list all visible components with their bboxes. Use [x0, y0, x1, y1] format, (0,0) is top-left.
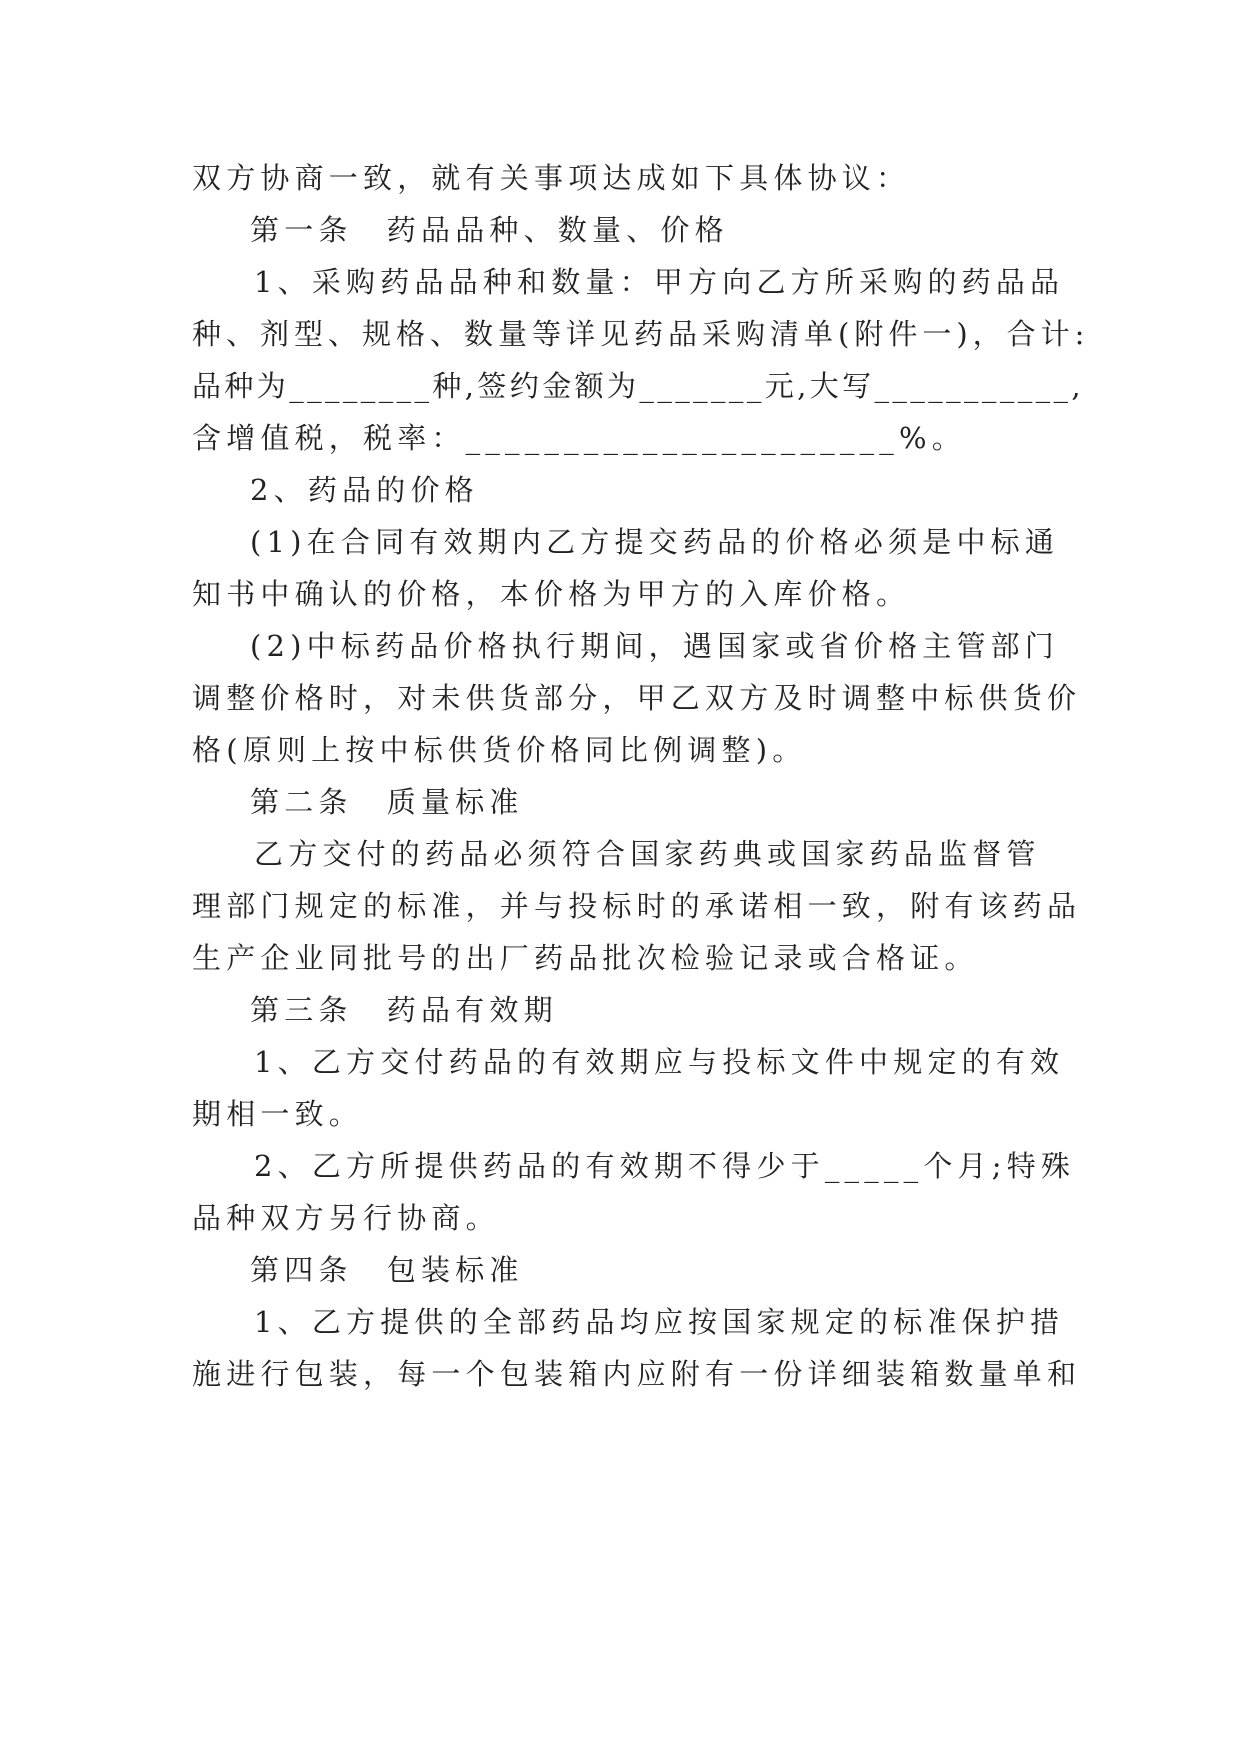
paragraph-line: 双方协商一致，就有关事项达成如下具体协议：: [192, 161, 911, 195]
paragraph-line: 知书中确认的价格，本价格为甲方的入库价格。: [192, 577, 911, 611]
paragraph-line: 施进行包装，每一个包装箱内应附有一份详细装箱数量单和: [192, 1357, 1082, 1391]
article-heading: 第三条 药品有效期: [250, 993, 558, 1027]
paragraph-line: (2)中标药品价格执行期间，遇国家或省价格主管部门: [250, 629, 1060, 663]
paragraph-line: 含增值税，税率：______________________%。: [192, 421, 966, 455]
paragraph-line: 1、乙方交付药品的有效期应与投标文件中规定的有效: [254, 1045, 1065, 1079]
paragraph-line: 调整价格时，对未供货部分，甲乙双方及时调整中标供货价: [192, 681, 1082, 715]
article-heading: 第四条 包装标准: [250, 1253, 524, 1287]
paragraph-line: 品种为________种,签约金额为_______元,大写___________,: [192, 369, 1085, 403]
article-heading: 第一条 药品品种、数量、价格: [250, 213, 729, 247]
paragraph-line: 种、剂型、规格、数量等详见药品采购清单(附件一)，合计:: [192, 317, 1090, 351]
paragraph-line: 1、采购药品品种和数量：甲方向乙方所采购的药品品: [254, 265, 1065, 299]
paragraph-line: 2、药品的价格: [250, 473, 479, 507]
paragraph-line: 理部门规定的标准，并与投标时的承诺相一致，附有该药品: [192, 889, 1082, 923]
paragraph-line: 品种双方另行协商。: [192, 1201, 500, 1235]
paragraph-line: 期相一致。: [192, 1097, 364, 1131]
paragraph-line: 格(原则上按中标供货价格同比例调整)。: [192, 733, 807, 767]
paragraph-line: 乙方交付的药品必须符合国家药典或国家药品监督管: [254, 837, 1041, 871]
paragraph-line: 生产企业同批号的出厂药品批次检验记录或合格证。: [192, 941, 979, 975]
paragraph-line: 2、乙方所提供药品的有效期不得少于_____个月;特殊: [254, 1149, 1076, 1183]
article-heading: 第二条 质量标准: [250, 785, 524, 819]
paragraph-line: 1、乙方提供的全部药品均应按国家规定的标准保护措: [254, 1305, 1065, 1339]
paragraph-line: (1)在合同有效期内乙方提交药品的价格必须是中标通: [250, 525, 1060, 559]
